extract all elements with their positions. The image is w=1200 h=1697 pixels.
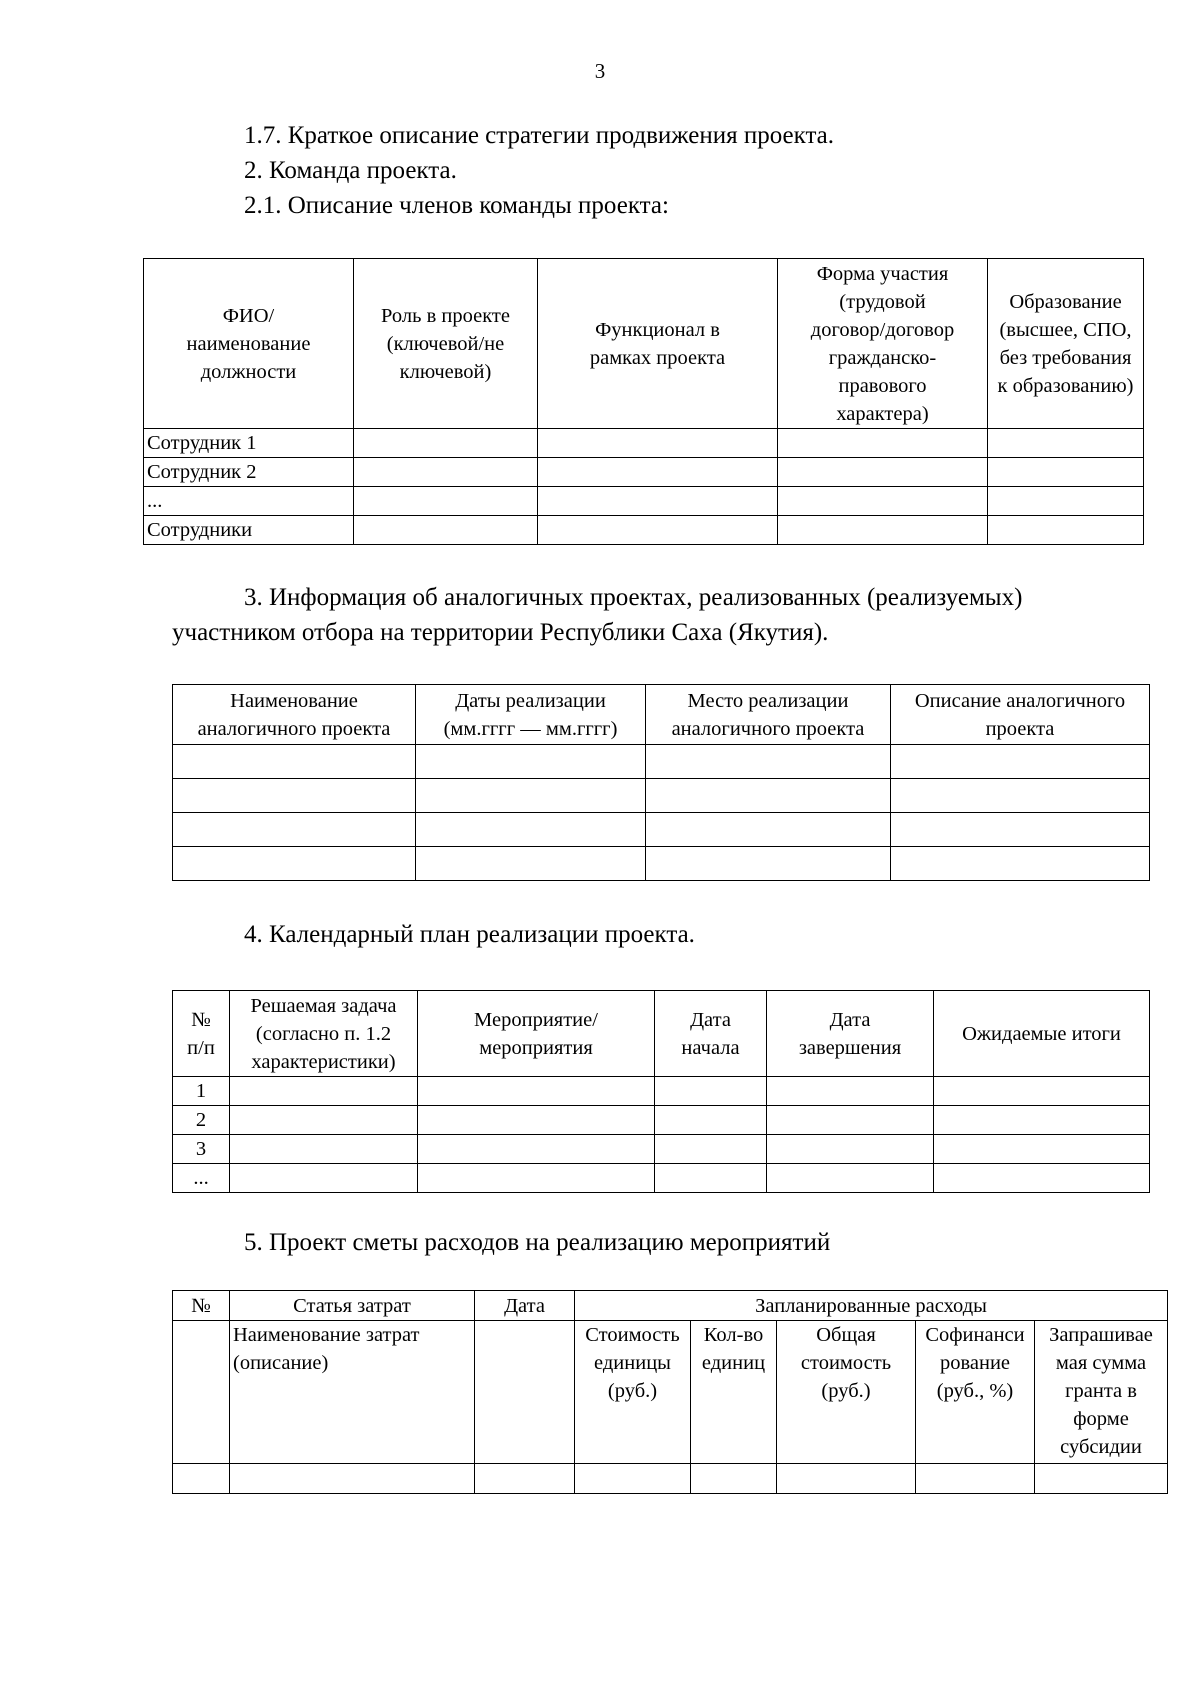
table-cell[interactable] — [538, 458, 778, 487]
table-cell[interactable] — [655, 1135, 767, 1164]
section-2-1-heading: 2.1. Описание членов команды проекта: — [244, 192, 669, 219]
table-cell[interactable] — [538, 487, 778, 516]
analog-header-dates: Даты реализации (мм.гггг — мм.гггг) — [416, 685, 646, 745]
budget-subheader-unit-cost: Стоимость единицы (руб.) — [575, 1321, 691, 1464]
table-cell[interactable] — [691, 1464, 777, 1494]
budget-header-cost-item: Статья затрат — [230, 1291, 475, 1321]
table-row — [173, 1077, 1150, 1106]
table-cell[interactable] — [173, 813, 416, 847]
table-cell[interactable] — [575, 1464, 691, 1494]
table-cell[interactable] — [173, 779, 416, 813]
budget-header-number: № — [173, 1291, 230, 1321]
table-cell[interactable] — [230, 1164, 418, 1193]
table-cell[interactable] — [173, 745, 416, 779]
table-cell[interactable] — [416, 779, 646, 813]
budget-subheader-requested-grant: Запрашивае мая сумма гранта в форме субсидии — [1035, 1321, 1168, 1464]
table-cell — [475, 1321, 575, 1464]
table-cell[interactable] — [416, 745, 646, 779]
table-cell[interactable] — [778, 458, 988, 487]
table-cell[interactable] — [354, 516, 538, 545]
plan-row-number: ... — [173, 1164, 230, 1193]
table-row — [173, 779, 1150, 813]
table-row — [144, 487, 1144, 516]
table-row — [173, 1135, 1150, 1164]
section-4-heading: 4. Календарный план реализации проекта. — [244, 921, 695, 948]
table-cell[interactable] — [1035, 1464, 1168, 1494]
table-row — [144, 458, 1144, 487]
table-cell[interactable] — [916, 1464, 1035, 1494]
table-cell[interactable] — [891, 847, 1150, 881]
budget-subheader-quantity: Кол-во единиц — [691, 1321, 777, 1464]
team-header-name: ФИО/ наименование должности — [144, 259, 354, 429]
budget-table-top-header-row — [173, 1291, 1168, 1321]
table-cell[interactable] — [418, 1164, 655, 1193]
table-cell[interactable] — [777, 1464, 916, 1494]
plan-header-activity: Мероприятие/ мероприятия — [418, 991, 655, 1077]
table-cell[interactable] — [778, 487, 988, 516]
table-cell[interactable] — [988, 487, 1144, 516]
table-cell[interactable] — [354, 429, 538, 458]
table-cell[interactable] — [416, 847, 646, 881]
table-row — [173, 813, 1150, 847]
table-cell[interactable] — [538, 516, 778, 545]
table-cell[interactable] — [988, 516, 1144, 545]
section-1-7-heading: 1.7. Краткое описание стратегии продвижения проекта. — [244, 122, 835, 149]
table-row — [173, 1164, 1150, 1193]
section-5-heading: 5. Проект сметы расходов на реализацию мероприятий — [244, 1229, 831, 1256]
budget-subheader-total-cost: Общая стоимость (руб.) — [777, 1321, 916, 1464]
table-cell[interactable] — [767, 1077, 934, 1106]
budget-header-date: Дата — [475, 1291, 575, 1321]
table-cell[interactable] — [767, 1164, 934, 1193]
table-cell[interactable] — [230, 1077, 418, 1106]
analog-table-header-row — [173, 685, 1150, 745]
analog-header-place: Место реализации аналогичного проекта — [646, 685, 891, 745]
page-number: 3 — [594, 59, 606, 83]
team-header-participation: Форма участия (трудовой договор/договор гражданско- правового характера) — [778, 259, 988, 429]
table-cell[interactable] — [646, 745, 891, 779]
table-cell[interactable] — [646, 779, 891, 813]
table-row — [173, 745, 1150, 779]
table-cell[interactable] — [418, 1106, 655, 1135]
team-row-label: Сотрудник 2 — [144, 458, 354, 487]
budget-subheader-cost-name: Наименование затрат (описание) — [230, 1321, 475, 1464]
table-cell[interactable] — [778, 429, 988, 458]
table-cell[interactable] — [230, 1106, 418, 1135]
table-cell[interactable] — [418, 1135, 655, 1164]
plan-header-end-date: Дата завершения — [767, 991, 934, 1077]
plan-header-results: Ожидаемые итоги — [934, 991, 1150, 1077]
table-cell[interactable] — [646, 847, 891, 881]
table-cell[interactable] — [418, 1077, 655, 1106]
team-row-label: Сотрудники — [144, 516, 354, 545]
section-2-heading: 2. Команда проекта. — [244, 157, 457, 184]
table-cell[interactable] — [646, 813, 891, 847]
plan-header-start-date: Дата начала — [655, 991, 767, 1077]
team-header-function: Функционал в рамках проекта — [538, 259, 778, 429]
analog-header-name: Наименование аналогичного проекта — [173, 685, 416, 745]
table-cell[interactable] — [655, 1164, 767, 1193]
table-cell[interactable] — [655, 1077, 767, 1106]
section-3-heading: 3. Информация об аналогичных проектах, реализованных (реализуемых) — [244, 584, 1023, 611]
table-cell[interactable] — [891, 813, 1150, 847]
table-cell[interactable] — [934, 1077, 1150, 1106]
table-cell[interactable] — [934, 1135, 1150, 1164]
budget-table — [172, 1290, 1168, 1494]
plan-row-number: 1 — [173, 1077, 230, 1106]
table-cell[interactable] — [988, 458, 1144, 487]
table-cell[interactable] — [173, 1464, 230, 1494]
team-header-role: Роль в проекте (ключевой/не ключевой) — [354, 259, 538, 429]
team-row-label: ... — [144, 487, 354, 516]
table-row — [173, 1464, 1168, 1494]
table-row — [173, 1106, 1150, 1135]
table-cell — [173, 1321, 230, 1464]
table-cell[interactable] — [934, 1106, 1150, 1135]
budget-header-planned-expenses: Запланированные расходы — [575, 1291, 1168, 1321]
table-cell[interactable] — [767, 1135, 934, 1164]
table-row — [144, 429, 1144, 458]
analog-projects-table — [172, 684, 1150, 881]
table-cell[interactable] — [416, 813, 646, 847]
team-table-header-row — [144, 259, 1144, 429]
team-members-table — [143, 258, 1144, 545]
budget-table-sub-header-row — [173, 1321, 1168, 1464]
table-cell[interactable] — [934, 1164, 1150, 1193]
table-row — [144, 516, 1144, 545]
table-cell[interactable] — [230, 1464, 475, 1494]
table-cell[interactable] — [891, 779, 1150, 813]
plan-header-task: Решаемая задача (согласно п. 1.2 характеристики) — [230, 991, 418, 1077]
plan-table-header-row — [173, 991, 1150, 1077]
plan-header-number: № п/п — [173, 991, 230, 1077]
plan-row-number: 2 — [173, 1106, 230, 1135]
team-header-education: Образование (высшее, СПО, без требования к образованию) — [988, 259, 1144, 429]
table-cell[interactable] — [173, 847, 416, 881]
table-cell[interactable] — [891, 745, 1150, 779]
table-cell[interactable] — [354, 487, 538, 516]
analog-header-description: Описание аналогичного проекта — [891, 685, 1150, 745]
table-cell[interactable] — [538, 429, 778, 458]
table-row — [173, 847, 1150, 881]
table-cell[interactable] — [778, 516, 988, 545]
section-3-heading-cont: участником отбора на территории Республики Саха (Якутия). — [172, 619, 829, 646]
table-cell[interactable] — [988, 429, 1144, 458]
table-cell[interactable] — [655, 1106, 767, 1135]
table-cell[interactable] — [230, 1135, 418, 1164]
table-cell[interactable] — [354, 458, 538, 487]
table-cell[interactable] — [475, 1464, 575, 1494]
team-row-label: Сотрудник 1 — [144, 429, 354, 458]
table-cell[interactable] — [767, 1106, 934, 1135]
budget-subheader-cofinancing: Софинанси рование (руб., %) — [916, 1321, 1035, 1464]
calendar-plan-table — [172, 990, 1150, 1193]
plan-row-number: 3 — [173, 1135, 230, 1164]
